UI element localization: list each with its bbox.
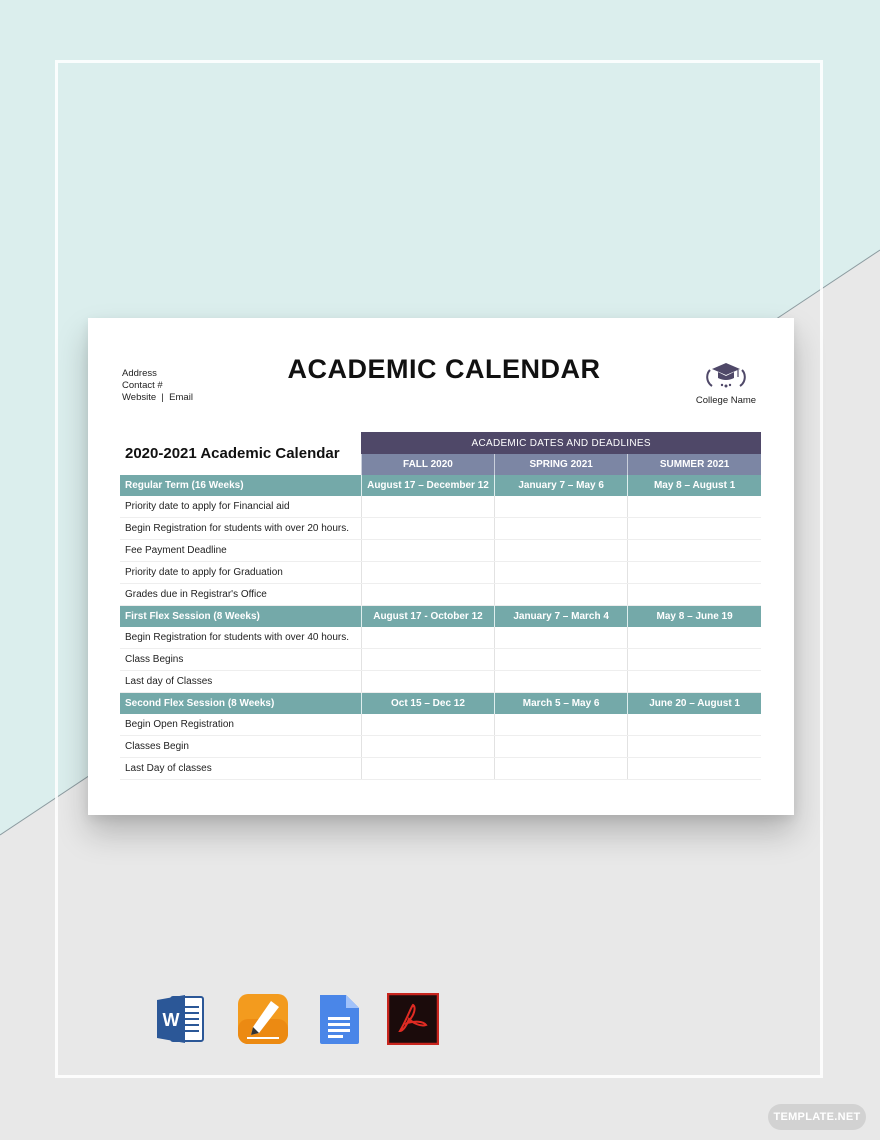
pdf-icon[interactable] xyxy=(387,993,439,1045)
dates-deadlines-header: ACADEMIC DATES AND DEADLINES xyxy=(361,432,761,454)
table-row xyxy=(120,584,761,606)
table-row xyxy=(120,496,761,518)
document-title: ACADEMIC CALENDAR xyxy=(287,354,601,384)
graduation-cap-icon xyxy=(702,360,750,390)
term-header-fall: FALL 2020 xyxy=(361,454,494,475)
cell-fall xyxy=(361,627,494,649)
cell-fall xyxy=(361,758,494,780)
cell-spring xyxy=(495,518,628,540)
cell-fall xyxy=(361,584,494,606)
cell-spring xyxy=(495,627,628,649)
row-label: Priority date to apply for Graduation xyxy=(120,562,361,584)
table-row xyxy=(120,649,761,671)
cell-fall xyxy=(361,562,494,584)
cell-summer xyxy=(628,671,761,693)
table-row xyxy=(120,671,761,693)
cell-spring xyxy=(495,649,628,671)
cell-spring xyxy=(495,714,628,736)
cell-spring xyxy=(495,584,628,606)
document-sheet xyxy=(88,318,794,815)
section-row-first-flex xyxy=(120,606,761,628)
table-row xyxy=(120,562,761,584)
cell-fall xyxy=(361,736,494,758)
svg-text:W: W xyxy=(162,1010,180,1030)
section-date-summer: June 20 – August 1 xyxy=(628,693,761,715)
section-row-second-flex xyxy=(120,693,761,715)
section-date-fall: August 17 - October 12 xyxy=(361,606,494,628)
app-icon-row xyxy=(0,993,880,1045)
college-logo xyxy=(691,360,761,406)
cell-summer xyxy=(628,758,761,780)
academic-calendar-table xyxy=(120,432,761,780)
section-date-spring: March 5 – May 6 xyxy=(495,693,628,715)
cell-fall xyxy=(361,714,494,736)
section-date-summer: May 8 – August 1 xyxy=(628,475,761,496)
contact-text: Contact # xyxy=(122,380,163,391)
cell-summer xyxy=(628,562,761,584)
row-label: Last Day of classes xyxy=(120,758,361,780)
section-date-spring: January 7 – March 4 xyxy=(495,606,628,628)
row-label: Begin Registration for students with over 40 hours. xyxy=(120,627,361,649)
table-row xyxy=(120,627,761,649)
row-label: Classes Begin xyxy=(120,736,361,758)
cell-spring xyxy=(495,496,628,518)
cell-summer xyxy=(628,540,761,562)
cell-spring xyxy=(495,562,628,584)
section-date-spring: January 7 – May 6 xyxy=(495,475,628,496)
cell-fall xyxy=(361,496,494,518)
section-date-summer: May 8 – June 19 xyxy=(628,606,761,628)
cell-summer xyxy=(628,627,761,649)
calendar-year-label: 2020-2021 Academic Calendar xyxy=(125,445,340,462)
table-row xyxy=(120,540,761,562)
cell-summer xyxy=(628,518,761,540)
term-header-spring: SPRING 2021 xyxy=(495,454,628,475)
row-label: Begin Open Registration xyxy=(120,714,361,736)
cell-fall xyxy=(361,518,494,540)
section-label: Regular Term (16 Weeks) xyxy=(120,475,361,496)
section-label: First Flex Session (8 Weeks) xyxy=(120,606,361,628)
template-net-watermark: TEMPLATE.NET xyxy=(768,1104,866,1130)
table-row xyxy=(120,736,761,758)
cell-summer xyxy=(628,584,761,606)
row-label: Grades due in Registrar's Office xyxy=(120,584,361,606)
cell-fall xyxy=(361,671,494,693)
section-date-fall: August 17 – December 12 xyxy=(361,475,494,496)
table-row xyxy=(120,714,761,736)
table-row xyxy=(120,518,761,540)
word-icon[interactable] xyxy=(155,993,207,1045)
contact-block xyxy=(122,368,193,404)
section-date-fall: Oct 15 – Dec 12 xyxy=(361,693,494,715)
cell-summer xyxy=(628,649,761,671)
college-name: College Name xyxy=(695,395,757,406)
cell-summer xyxy=(628,736,761,758)
row-label: Priority date to apply for Financial aid xyxy=(120,496,361,518)
cell-fall xyxy=(361,649,494,671)
cell-summer xyxy=(628,496,761,518)
row-label: Fee Payment Deadline xyxy=(120,540,361,562)
row-label: Begin Registration for students with over 20 hours. xyxy=(120,518,361,540)
google-docs-icon[interactable] xyxy=(313,993,365,1045)
section-label: Second Flex Session (8 Weeks) xyxy=(120,693,361,715)
pages-icon[interactable] xyxy=(237,993,289,1045)
table-header-row xyxy=(120,432,761,454)
cell-fall xyxy=(361,540,494,562)
cell-spring xyxy=(495,540,628,562)
table-row xyxy=(120,758,761,780)
cell-summer xyxy=(628,714,761,736)
cell-spring xyxy=(495,671,628,693)
term-header-summer: SUMMER 2021 xyxy=(628,454,761,475)
section-row-regular-term xyxy=(120,475,761,496)
cell-spring xyxy=(495,736,628,758)
cell-spring xyxy=(495,758,628,780)
website-email-text: Website | Email xyxy=(122,392,193,403)
address-text: Address xyxy=(122,368,157,379)
row-label: Class Begins xyxy=(120,649,361,671)
row-label: Last day of Classes xyxy=(120,671,361,693)
